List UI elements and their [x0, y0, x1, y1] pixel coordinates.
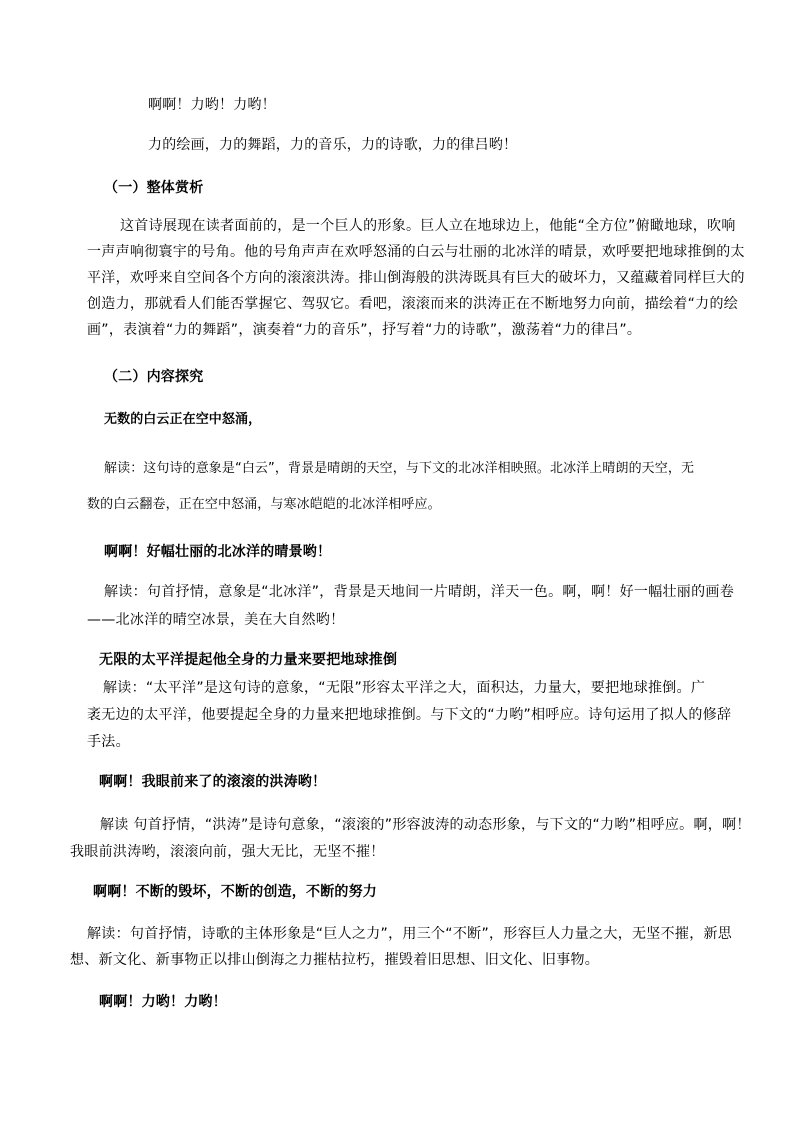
- interpretation-line: 想、新文化、新事物正以排山倒海之力摧枯拉朽，摧毁着旧思想、旧文化、旧事物。: [70, 952, 600, 968]
- interpretation-line: 解读：“太平洋”是这句诗的意象，“无限”形容太平洋之大，面积达，力量大，要把地球推倒。广: [103, 680, 706, 696]
- interpretation-line: 解读：句首抒情，意象是“北冰洋”，背景是天地间一片晴朗，洋天一色。啊，啊！好一幅壮丽的画卷: [104, 584, 735, 600]
- verse-line: 啊啊！不断的毁坏，不断的创造，不断的努力: [93, 884, 377, 900]
- verse-line: 无数的白云正在空中怒涌，: [104, 412, 262, 427]
- interpretation-line: 数的白云翻卷，正在空中怒涌，与寒冰皑皑的北冰洋相呼应。: [87, 497, 441, 512]
- interpretation-line: 手法。: [87, 734, 130, 750]
- paragraph-line: 一声声响彻寰宇的号角。他的号角声声在欢呼怒涌的白云与壮丽的北冰洋的晴景，欢呼要把地球推倒的太: [87, 244, 745, 260]
- paragraph-line: 画”，表演着“力的舞蹈”，演奏着“力的音乐”，抒写着“力的诗歌”，激荡着“力的律吕”。: [87, 322, 642, 338]
- paragraph-line: 这首诗展现在读者面前的，是一个巨人的形象。巨人立在地球边上，他能“全方位”俯瞰地球，吹响: [120, 218, 736, 234]
- poem-line-2: 力的绘画，力的舞蹈，力的音乐，力的诗歌，力的律吕哟！: [148, 137, 518, 153]
- verse-line: 啊啊！好幅壮丽的北冰洋的晴景哟！: [104, 544, 332, 560]
- section-heading-overall: （一）整体赏析: [104, 180, 204, 196]
- paragraph-line: 创造力，那就看人们能否掌握它、驾驭它。看吧，滚滚而来的洪涛正在不断地努力向前，描绘着“力的绘: [87, 296, 739, 312]
- verse-line: 啊啊！我眼前来了的滚滚的洪涛哟！: [99, 774, 327, 790]
- interpretation-line: 袤无边的太平洋，他要提起全身的力量来把地球推倒。与下文的“力哟”相呼应。诗句运用了拟人的修辞: [87, 707, 732, 723]
- verse-line: 无限的太平洋提起他全身的力量来要把地球推倒: [99, 652, 398, 668]
- interpretation-line: 解读：句首抒情，诗歌的主体形象是“巨人之力”，用三个“不断”，形容巨人力量之大，无坚不摧，新思: [87, 926, 733, 942]
- interpretation-line: ——北冰洋的晴空冰景，美在大自然哟！: [87, 612, 345, 628]
- section-heading-content: （二）内容探究: [104, 369, 204, 385]
- poem-line-1: 啊啊！力哟！力哟！: [148, 97, 276, 113]
- interpretation-line: 解读 句首抒情，“洪涛”是诗句意象，“滚滚的”形容波涛的动态形象，与下文的“力哟”相呼应。啊，啊！: [100, 817, 751, 833]
- interpretation-line: 我眼前洪涛哟，滚滚向前，强大无比，无坚不摧！: [70, 844, 385, 860]
- interpretation-line: 解读：这句诗的意象是“白云”，背景是晴朗的天空，与下文的北冰洋相映照。北冰洋上晴朗的天空，无: [104, 461, 695, 476]
- verse-line: 啊啊！力哟！力哟！: [99, 994, 227, 1010]
- paragraph-line: 平洋，欢呼来自空间各个方向的滚滚洪涛。排山倒海般的洪涛既具有巨大的破坏力，又蕴藏着同样巨大的: [87, 270, 745, 286]
